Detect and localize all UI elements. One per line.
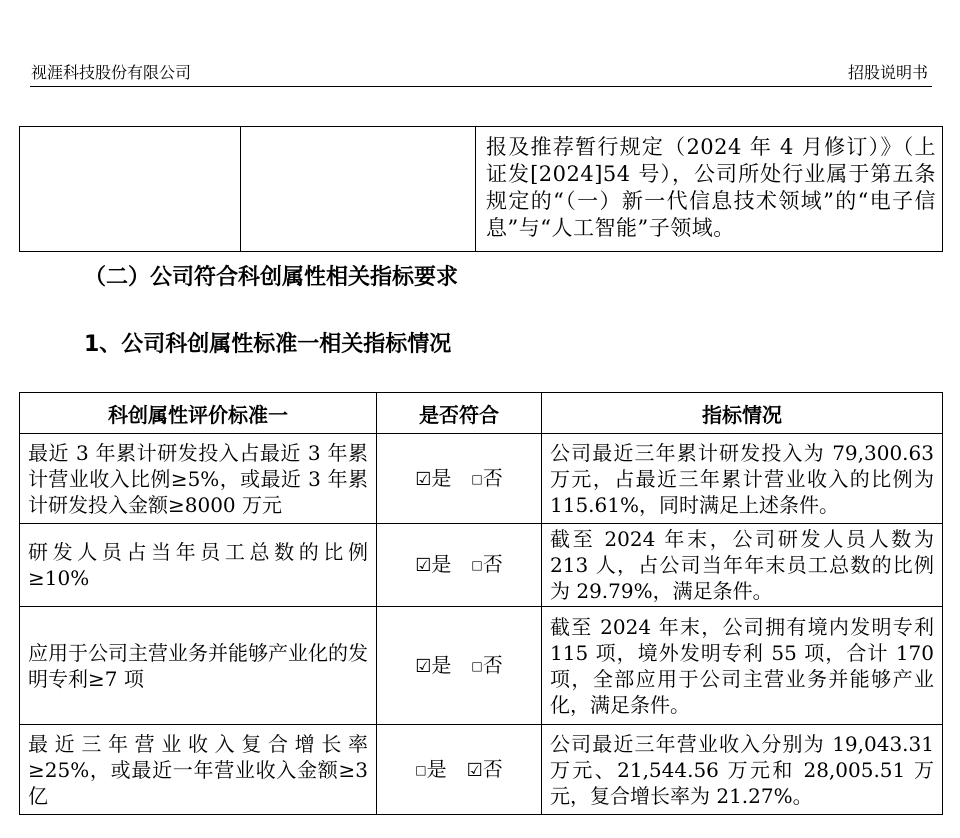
yes-option [415,756,446,783]
no-label: 否 [482,652,503,677]
criterion-cell: 最近 3 年累计研发投入占最近 3 年累计营业收入比例≥5%，或最近 3 年累计研发投入金额≥8000 万元 [20,434,377,524]
detail-cell: 公司最近三年累计研发投入为 79,300.63 万元，占最近三年累计营业收入的比例为 115.61%，同时满足上述条件。 [542,434,943,524]
empty-cell [241,127,476,252]
table-row [20,127,943,252]
header-criterion: 科创属性评价标准一 [20,393,377,434]
yes-label: 是 [431,552,452,576]
checked-box-icon: ☑ [415,655,432,677]
detail-cell: 公司最近三年营业收入分别为 19,043.31 万元、21,544.56 万元和 28,005.51 万元，复合增长率为 21.27%。 [542,725,943,815]
unchecked-box-icon: □ [471,658,483,673]
yes-label: 是 [426,756,447,781]
unchecked-box-icon: □ [471,471,483,486]
no-option [471,551,502,578]
unchecked-box-icon: □ [471,558,483,572]
subsection-title: 1、公司科创属性标准一相关指标情况 [84,332,452,357]
table-row [20,725,943,815]
no-label: 否 [482,756,503,781]
table-header-row [20,393,943,434]
header-detail: 指标情况 [542,393,943,434]
no-option [471,652,502,679]
header-document-type: 招股说明书 [847,63,928,82]
section-title: （二）公司符合科创属性相关指标要求 [84,265,459,290]
continuation-table [19,126,943,252]
checked-box-icon: ☑ [415,468,432,490]
compliance-cell [377,434,542,524]
header-compliance: 是否符合 [377,393,542,434]
indicator-table [19,392,943,815]
no-option [467,756,503,784]
detail-cell: 截至 2024 年末，公司研发人员人数为 213 人，占公司当年年末员工总数的比例为 29.79%，满足条件。 [542,524,943,607]
yes-option [415,652,451,680]
no-label: 否 [482,552,503,576]
header-company-name: 视涯科技股份有限公司 [31,63,192,82]
table-row [20,434,943,524]
table-row [20,607,943,725]
criterion-cell: 应用于公司主营业务并能够产业化的发明专利≥7 项 [20,607,377,725]
yes-option [415,551,451,579]
checked-box-icon: ☑ [466,759,483,781]
header-divider [30,86,932,87]
checked-box-icon: ☑ [415,555,432,576]
no-label: 否 [482,465,503,490]
table-body [20,434,943,815]
empty-cell [20,127,241,252]
no-option [471,465,502,492]
criterion-cell: 最近三年营业收入复合增长率≥25%，或最近一年营业收入金额≥3 亿 [20,725,377,815]
table-row [20,524,943,607]
yes-label: 是 [431,465,452,490]
yes-option [415,465,451,493]
compliance-cell [377,607,542,725]
compliance-cell [377,725,542,815]
detail-cell: 截至 2024 年末，公司拥有境内发明专利 115 项，境外发明专利 55 项，合计 170 项，全部应用于公司主营业务并能够产业化，满足条件。 [542,607,943,725]
compliance-cell [377,524,542,607]
unchecked-box-icon: □ [415,762,427,777]
yes-label: 是 [431,652,452,677]
continuation-text-cell: 报及推荐暂行规定（2024 年 4 月修订）》（上证发[2024]54 号），公司所处行业属于第五条规定的“（一）新一代信息技术领域”的“电子信息”与“人工智能”子领域。 [476,127,943,252]
criterion-cell: 研发人员占当年员工总数的比例≥10% [20,524,377,607]
